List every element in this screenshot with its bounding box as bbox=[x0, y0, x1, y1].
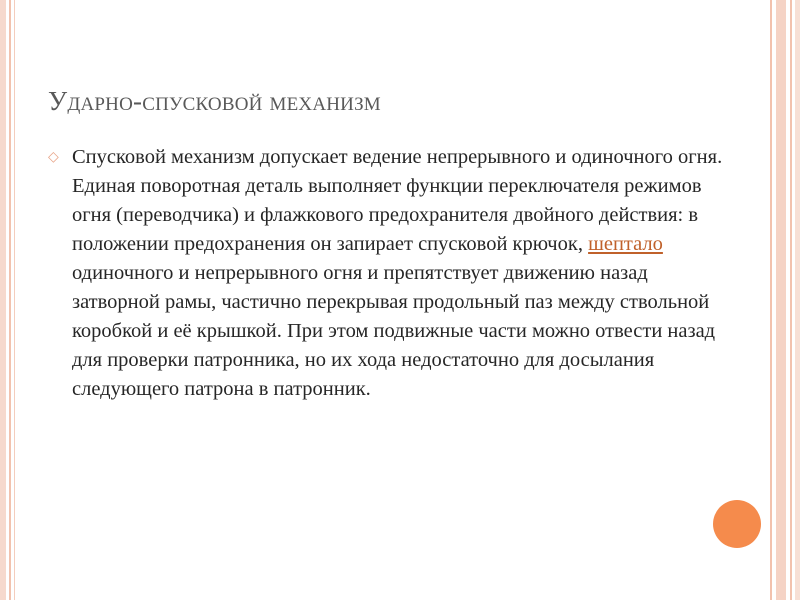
left-border-stripe bbox=[0, 0, 6, 600]
body-paragraph bbox=[72, 143, 728, 404]
slide-body bbox=[48, 143, 728, 404]
right-border-stripe bbox=[770, 0, 772, 600]
sheptalo-link[interactable]: шептало bbox=[588, 233, 663, 255]
body-text-after-link: одиночного и непрерывного огня и препятствует движению назад затворной рамы, частично перекрывая продольный паз между ствольной коробкой и её крышкой. При этом подвижные части можно отвести назад для проверки патронника, но их хода недостаточно для досылания следующего патрона в патронник. bbox=[72, 262, 716, 400]
body-text-before-link: Спусковой механизм допускает ведение непрерывного и одиночного огня. Единая поворотная деталь выполняет функции переключателя режимов огня (переводчика) и флажкового предохранителя двойного действия: в положении предохранения он запирает спусковой крючок, bbox=[72, 146, 723, 255]
right-border-stripe bbox=[790, 0, 792, 600]
diamond-bullet-icon: ◇ bbox=[48, 150, 59, 165]
decorative-circle bbox=[713, 500, 761, 548]
left-border-stripe bbox=[14, 0, 15, 600]
right-border-stripe bbox=[795, 0, 800, 600]
left-border-stripe bbox=[9, 0, 11, 600]
right-border-stripe bbox=[776, 0, 786, 600]
slide-title: Ударно-спусковой механизм bbox=[48, 86, 381, 116]
